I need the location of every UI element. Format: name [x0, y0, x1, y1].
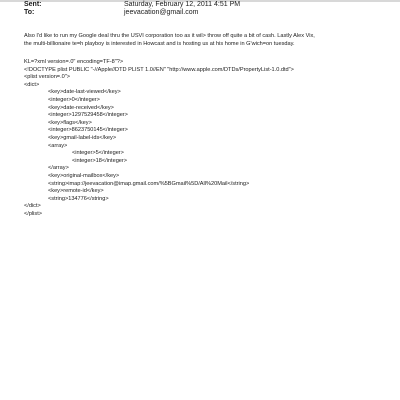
xml-line: <integer>0</integer>	[48, 96, 100, 103]
xml-line: <dict>	[24, 81, 40, 88]
xml-line: <array>	[48, 142, 68, 149]
xml-line: <key>gmail-label-ids</key>	[48, 134, 117, 141]
paragraph-line: Also I'd like to run my Google deal thru the USVI corporation too as it wil> throw off quite a bit of cash. Lastly Alex Vix,	[24, 33, 315, 39]
xml-line: <integer>18</integer>	[72, 157, 128, 164]
xml-line: <integer>5</integer>	[72, 150, 124, 157]
paragraph-line: the multi-billionaire te=h playboy is interested in Howcast and is hosting us at his home in G'wich=on tuesday.	[24, 41, 295, 47]
xml-line: </plist>	[24, 210, 43, 217]
xml-line: <key>flags</key>	[48, 119, 92, 126]
xml-line: <key>original-mailbox</key>	[48, 172, 120, 179]
xml-line: <string>imap://jeevacation@imap.gmail.com/%5BGmail%5D/All%20Mail</string>	[48, 180, 250, 187]
sent-label: Sent:	[24, 1, 42, 8]
xml-line: <plist version=.0">	[24, 74, 70, 81]
xml-line: </array>	[48, 165, 69, 172]
to-value: jeevacation@gmail.com	[124, 9, 199, 16]
xml-line: <!DOCTYPE plist PUBLIC "-//Apple//DTD PLIST 1.0//EN" "http://www.apple.com/DTDs/PropertyList-1.0.dtd">	[24, 66, 294, 73]
xml-line: <key>date-last-viewed</key>	[48, 89, 121, 96]
xml-line: <string>134776</string>	[48, 195, 109, 202]
xml-line: </dict>	[24, 203, 41, 210]
to-label: To:	[24, 9, 35, 16]
xml-line: KL=?xml version=.0" encoding=TF-8"?>	[24, 59, 124, 65]
xml-line: <integer>1297529458</integer>	[48, 112, 128, 119]
message-paragraph	[24, 32, 380, 48]
plist-xml-block	[24, 59, 384, 218]
xml-line: <key>date-received</key>	[48, 104, 114, 111]
xml-line: <key>remote-id</key>	[48, 188, 104, 195]
sent-value: Saturday, February 12, 2011 4:51 PM	[124, 1, 241, 8]
xml-line: <integer>8623750145</integer>	[48, 127, 128, 134]
